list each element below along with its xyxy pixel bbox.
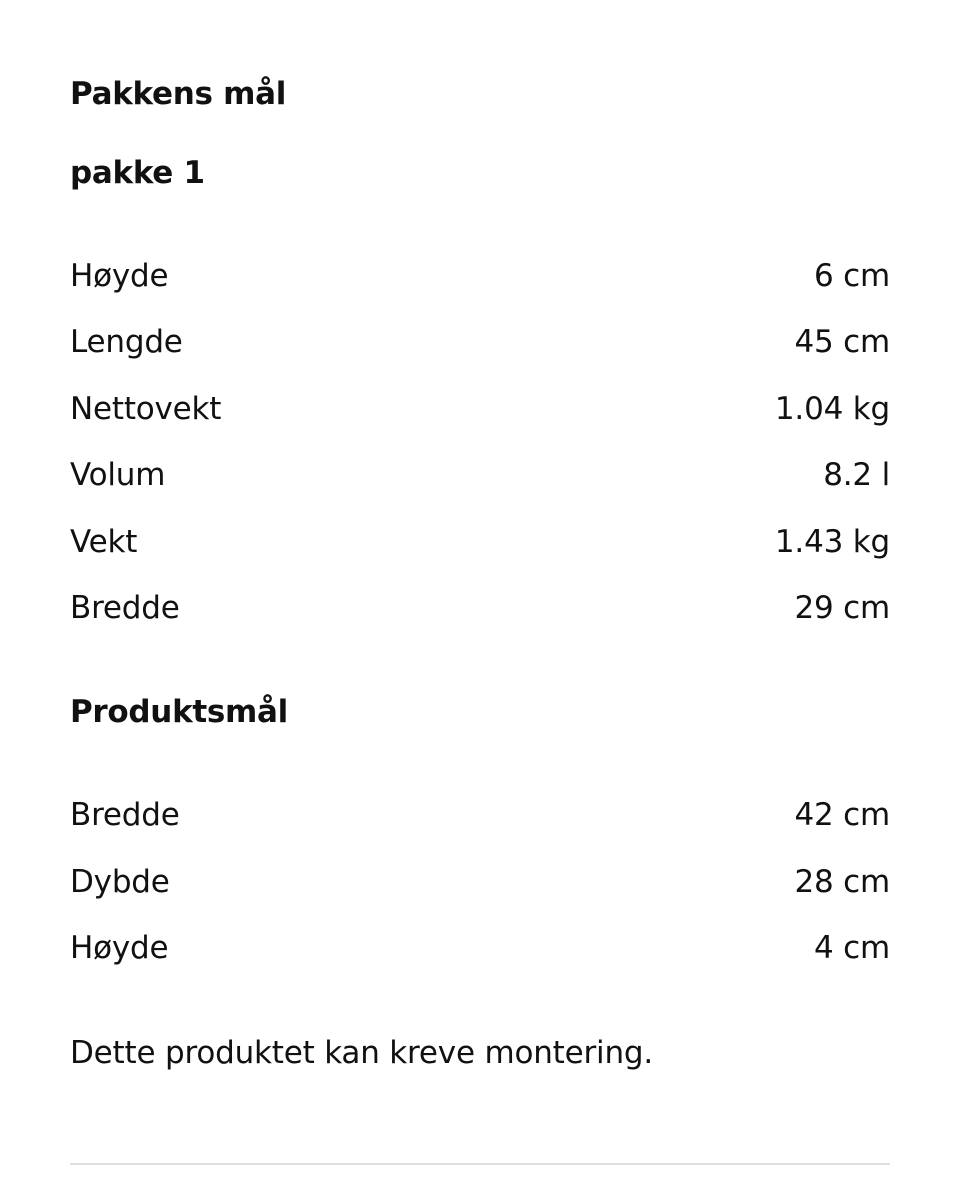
spec-row <box>70 926 890 970</box>
package-name: pakke 1 <box>70 155 205 191</box>
spec-value: 8.2 l <box>823 457 890 493</box>
spec-row <box>70 860 890 904</box>
spec-value: 1.43 kg <box>774 524 890 560</box>
spec-label: Høyde <box>70 930 169 966</box>
assembly-note: Dette produktet kan kreve montering. <box>70 1035 654 1071</box>
section-divider <box>70 1163 890 1165</box>
spec-label: Lengde <box>70 324 183 360</box>
spec-label: Volum <box>70 457 166 493</box>
spec-row <box>70 320 890 364</box>
spec-value: 45 cm <box>794 324 890 360</box>
spec-value: 29 cm <box>794 590 890 626</box>
spec-row <box>70 793 890 837</box>
spec-label: Nettovekt <box>70 391 222 427</box>
spec-value: 28 cm <box>794 864 890 900</box>
spec-value: 1.04 kg <box>774 391 890 427</box>
spec-label: Høyde <box>70 258 169 294</box>
spec-value: 42 cm <box>794 797 890 833</box>
spec-row <box>70 520 890 564</box>
spec-row <box>70 453 890 497</box>
spec-row <box>70 254 890 298</box>
spec-label: Bredde <box>70 590 180 626</box>
product-dimensions-heading: Produktsmål <box>70 694 288 730</box>
spec-value: 4 cm <box>813 930 890 966</box>
spec-label: Vekt <box>70 524 138 560</box>
spec-label: Bredde <box>70 797 180 833</box>
spec-label: Dybde <box>70 864 170 900</box>
spec-row <box>70 387 890 431</box>
spec-value: 6 cm <box>813 258 890 294</box>
spec-row <box>70 586 890 630</box>
package-dimensions-heading: Pakkens mål <box>70 76 287 112</box>
